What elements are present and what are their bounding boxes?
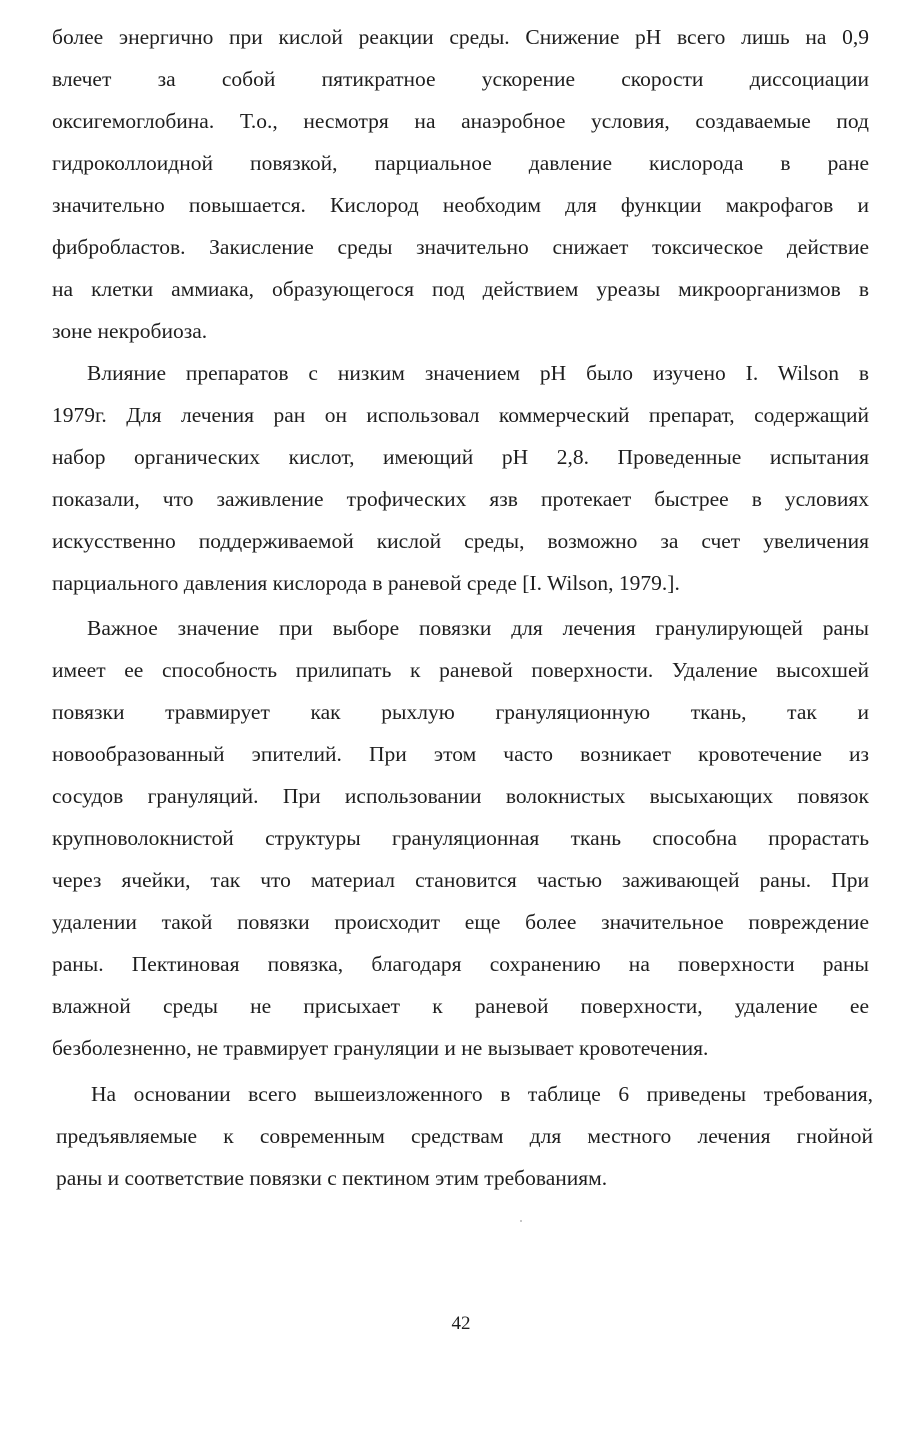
page-number: 42 <box>451 1313 471 1334</box>
text-line: новообразованный эпителий. При этом часто возникает кровотечение из <box>52 742 869 766</box>
text-line: раны и соответствие повязки с пектином этим требованиям. <box>56 1166 608 1190</box>
text-line: Влияние препаратов с низким значением рН было изучено I. Wilson в <box>87 361 869 385</box>
text-line: через ячейки, так что материал становится частью заживающей раны. При <box>52 868 869 892</box>
text-line: оксигемоглобина. Т.о., несмотря на анаэробное условия, создаваемые под <box>52 109 869 133</box>
text-line: удалении такой повязки происходит еще более значительное повреждение <box>52 910 869 934</box>
text-line: сосудов грануляций. При использовании волокнистых высыхающих повязок <box>52 784 869 808</box>
text-line: искусственно поддерживаемой кислой среды, возможно за счет увеличения <box>52 529 869 553</box>
text-line: набор органических кислот, имеющий рН 2,8. Проведенные испытания <box>52 445 869 469</box>
text-line: безболезненно, не травмирует грануляции и не вызывает кровотечения. <box>52 1036 709 1060</box>
text-line: показали, что заживление трофических язв протекает быстрее в условиях <box>52 487 869 511</box>
text-line: фибробластов. Закисление среды значительно снижает токсическое действие <box>52 235 869 259</box>
text-line: влажной среды не присыхает к раневой поверхности, удаление ее <box>52 994 869 1018</box>
text-line: предъявляемые к современным средствам для местного лечения гнойной <box>56 1124 873 1148</box>
text-line: На основании всего вышеизложенного в таблице 6 приведены требования, <box>91 1082 873 1106</box>
text-line: значительно повышается. Кислород необходим для функции макрофагов и <box>52 193 869 217</box>
text-line: крупноволокнистой структуры грануляционная ткань способна прорастать <box>52 826 869 850</box>
text-line: парциального давления кислорода в раневой среде [I. Wilson, 1979.]. <box>52 571 680 595</box>
text-line: зоне некробиоза. <box>52 319 208 343</box>
text-line: повязки травмирует как рыхлую грануляционную ткань, так и <box>52 700 869 724</box>
text-line: на клетки аммиака, образующегося под действием уреазы микроорганизмов в <box>52 277 869 301</box>
text-line: раны. Пектиновая повязка, благодаря сохранению на поверхности раны <box>52 952 869 976</box>
scan-speck <box>520 1220 522 1222</box>
paragraph-2 <box>52 358 869 598</box>
text-line: гидроколлоидной повязкой, парциальное давление кислорода в ране <box>52 151 869 175</box>
text-line: более энергично при кислой реакции среды. Снижение рН всего лишь на 0,9 <box>52 25 869 49</box>
paragraph-3 <box>52 613 869 1060</box>
paragraph-4 <box>56 1079 873 1189</box>
text-line: Важное значение при выборе повязки для лечения гранулирующей раны <box>87 616 869 640</box>
text-line: влечет за собой пятикратное ускорение скорости диссоциации <box>52 67 869 91</box>
text-line: имеет ее способность прилипать к раневой поверхности. Удаление высохшей <box>52 658 869 682</box>
text-line: 1979г. Для лечения ран он использовал коммерческий препарат, содержащий <box>52 403 869 427</box>
paragraph-1 <box>52 22 869 362</box>
